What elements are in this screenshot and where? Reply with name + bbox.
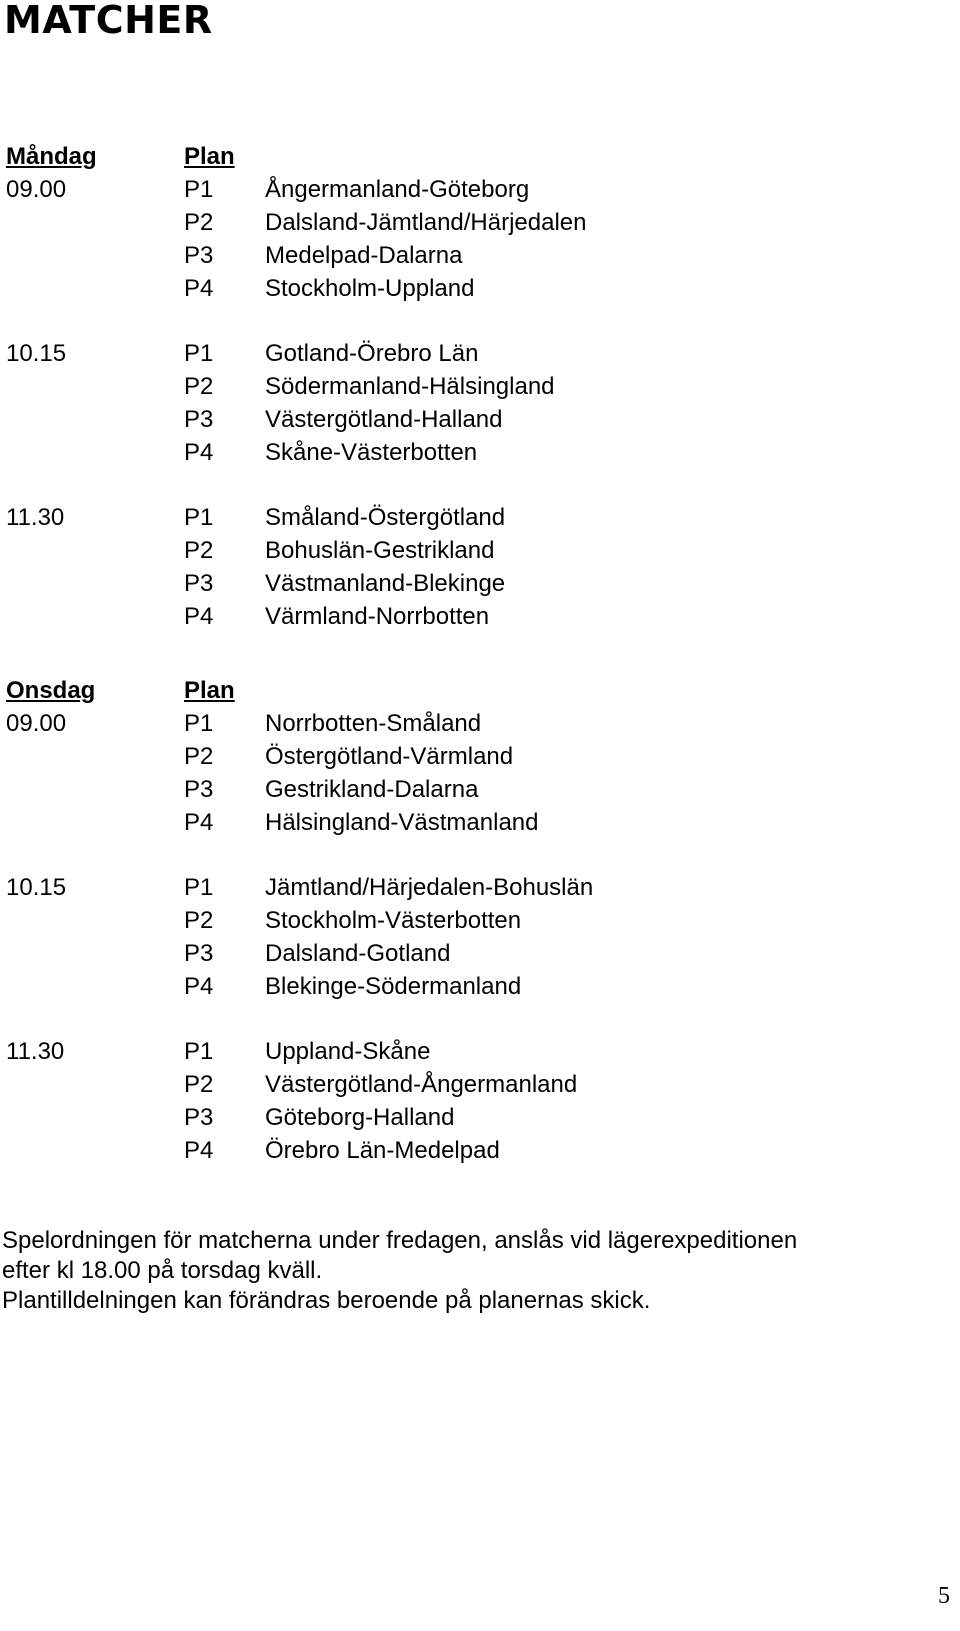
plan-label: P3 <box>184 1104 214 1131</box>
plan-label: P4 <box>184 439 214 466</box>
match-label: Södermanland-Hälsingland <box>265 373 555 400</box>
plan-label: P1 <box>184 176 214 203</box>
match-label: Bohuslän-Gestrikland <box>265 537 495 564</box>
match-label: Norrbotten-Småland <box>265 710 482 737</box>
match-label: Göteborg-Halland <box>265 1104 455 1131</box>
match-label: Småland-Östergötland <box>265 504 506 531</box>
game-row <box>6 871 906 904</box>
plan-label: P1 <box>184 710 214 737</box>
day-header <box>6 674 906 707</box>
plan-label: P4 <box>184 275 214 302</box>
game-row <box>6 337 906 370</box>
game-row <box>6 173 906 206</box>
note-line: efter kl 18.00 på torsdag kväll. <box>2 1257 323 1284</box>
match-label: Blekinge-Södermanland <box>265 973 522 1000</box>
slot-time: 09.00 <box>6 176 67 203</box>
game-row <box>6 1068 906 1101</box>
game-row <box>6 937 906 970</box>
game-row <box>6 436 906 469</box>
slot-time: 10.15 <box>6 874 67 901</box>
game-row <box>6 1035 906 1068</box>
match-label: Värmland-Norrbotten <box>265 603 490 630</box>
note-line: Plantilldelningen kan förändras beroende på planernas skick. <box>2 1287 651 1314</box>
note-line: Spelordningen för matcherna under fredagen, anslås vid lägerexpeditionen <box>2 1227 798 1254</box>
page-title: MATCHER <box>4 0 213 42</box>
plan-label: P3 <box>184 776 214 803</box>
plan-label: P1 <box>184 340 214 367</box>
plan-label: P2 <box>184 209 214 236</box>
game-row <box>6 1134 906 1167</box>
slot-time: 11.30 <box>6 504 65 531</box>
plan-label: P1 <box>184 504 214 531</box>
match-label: Stockholm-Uppland <box>265 275 475 302</box>
page-number: 5 <box>938 1583 950 1609</box>
slot-time: 10.15 <box>6 340 67 367</box>
game-row <box>6 370 906 403</box>
plan-label: P4 <box>184 1137 214 1164</box>
match-label: Gestrikland-Dalarna <box>265 776 479 803</box>
plan-label: P2 <box>184 373 214 400</box>
game-row <box>6 707 906 740</box>
match-label: Västergötland-Ångermanland <box>265 1071 578 1098</box>
day-block-mandag <box>6 140 906 633</box>
day-label: Onsdag <box>6 677 96 704</box>
match-label: Hälsingland-Västmanland <box>265 809 539 836</box>
plan-label: P2 <box>184 537 214 564</box>
match-label: Gotland-Örebro Län <box>265 340 479 367</box>
match-label: Medelpad-Dalarna <box>265 242 463 269</box>
plan-label: P3 <box>184 406 214 433</box>
plan-label: P3 <box>184 242 214 269</box>
match-label: Stockholm-Västerbotten <box>265 907 522 934</box>
match-label: Dalsland-Gotland <box>265 940 451 967</box>
plan-label: P4 <box>184 809 214 836</box>
day-block-onsdag <box>6 674 906 1167</box>
match-label: Västergötland-Halland <box>265 406 503 433</box>
plan-label: P1 <box>184 874 214 901</box>
plan-header: Plan <box>184 143 235 170</box>
game-row <box>6 970 906 1003</box>
plan-label: P2 <box>184 907 214 934</box>
game-row <box>6 501 906 534</box>
slot-time: 11.30 <box>6 1038 65 1065</box>
match-label: Dalsland-Jämtland/Härjedalen <box>265 209 587 236</box>
plan-label: P2 <box>184 743 214 770</box>
match-label: Västmanland-Blekinge <box>265 570 506 597</box>
match-label: Örebro Län-Medelpad <box>265 1137 500 1164</box>
match-label: Östergötland-Värmland <box>265 743 514 770</box>
game-row <box>6 239 906 272</box>
plan-label: P4 <box>184 973 214 1000</box>
match-label: Jämtland/Härjedalen-Bohuslän <box>265 874 594 901</box>
slot-time: 09.00 <box>6 710 67 737</box>
game-row <box>6 567 906 600</box>
game-row <box>6 904 906 937</box>
game-row <box>6 206 906 239</box>
game-row <box>6 272 906 305</box>
game-row <box>6 740 906 773</box>
plan-label: P3 <box>184 940 214 967</box>
game-row <box>6 806 906 839</box>
notes <box>2 1226 797 1316</box>
game-row <box>6 534 906 567</box>
match-label: Skåne-Västerbotten <box>265 439 478 466</box>
game-row <box>6 773 906 806</box>
plan-label: P1 <box>184 1038 214 1065</box>
match-label: Uppland-Skåne <box>265 1038 431 1065</box>
day-label: Måndag <box>6 143 97 170</box>
plan-label: P3 <box>184 570 214 597</box>
game-row <box>6 403 906 436</box>
plan-label: P2 <box>184 1071 214 1098</box>
game-row <box>6 1101 906 1134</box>
plan-label: P4 <box>184 603 214 630</box>
match-label: Ångermanland-Göteborg <box>265 176 530 203</box>
game-row <box>6 600 906 633</box>
plan-header: Plan <box>184 677 235 704</box>
day-header <box>6 140 906 173</box>
